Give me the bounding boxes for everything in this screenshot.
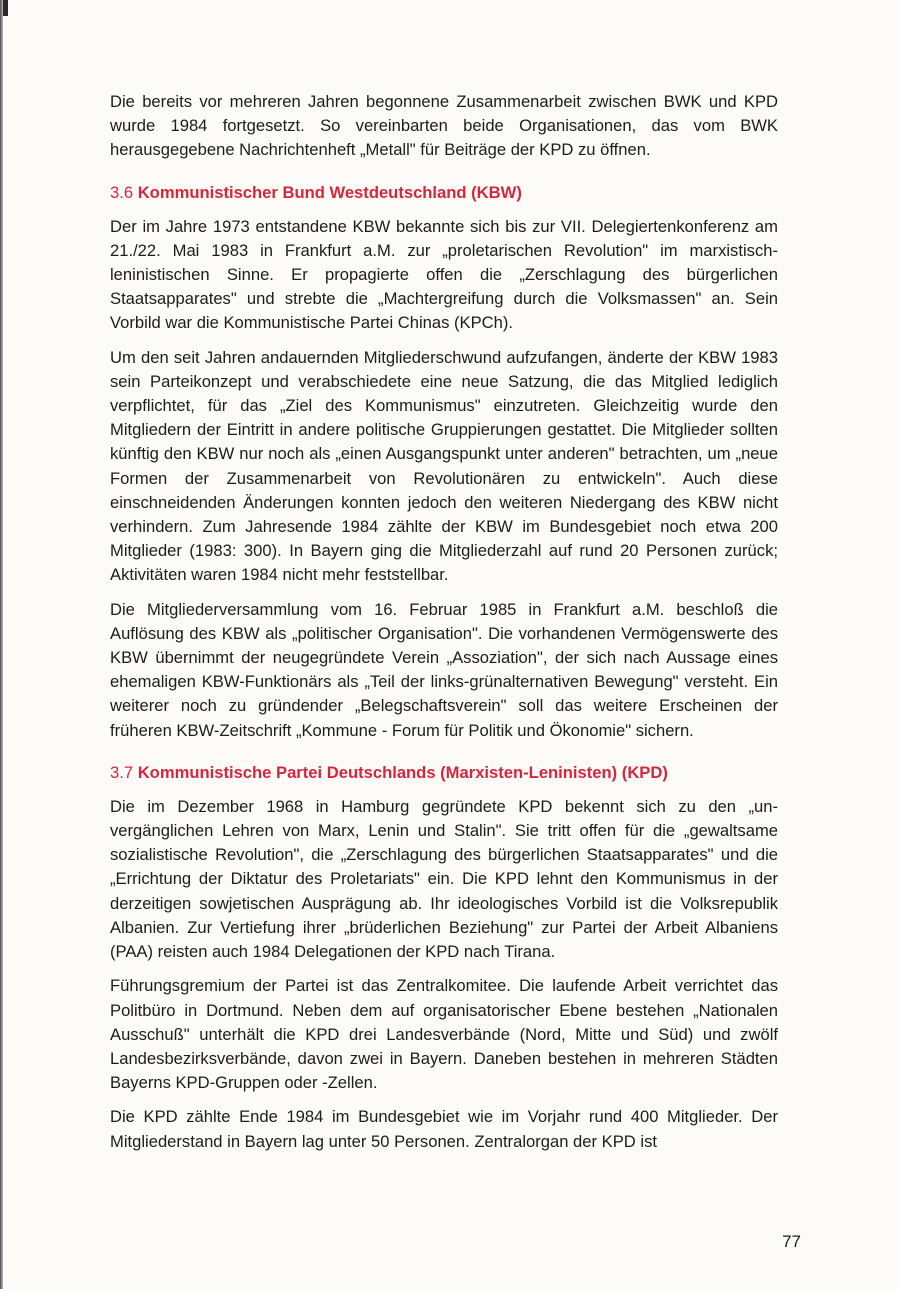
- intro-paragraph: Die bereits vor mehreren Jahren begonnene Zusammenarbeit zwischen BWK und KPD wurde 1984 fortgesetzt. So vereinbarten beide Organisationen, das vom BWK herausgegebene Nachrichtenheft „Metall" für Beiträge der KPD zu öffnen.: [110, 92, 778, 160]
- section-number: 3.6: [110, 182, 134, 202]
- page-binding-mark: [3, 0, 8, 16]
- section-number: 3.7: [110, 762, 134, 782]
- section-3-6-paragraph-1: Der im Jahre 1973 entstandene KBW bekannte sich bis zur VII. Delegiertenkonferenz am 21./22. Mai 1983 in Frankfurt a.M. zur „proletarischen Revolution" im marxistisch-leninistischen Sinne. Er propagierte offen die „Zerschlagung des bürgerlichen Staatsapparates" und strebte die „Machtergreifung durch die Volksmassen" an. Sein Vorbild war die Kommunistische Partei Chinas (KPCh).: [110, 216, 778, 333]
- section-3-7-paragraph-1: Die im Dezember 1968 in Hamburg gegründete KPD bekennt sich zu den „unvergänglichen Lehren von Marx, Lenin und Stalin". Sie tritt offen für die „gewaltsame sozialistische Revolution", die „Zerschlagung des bürgerlichen Staatsapparates" und die „Errichtung der Diktatur des Proletariats" ein. Die KPD lehnt den Kommunismus in der derzeitigen sowjetischen Ausprägung ab. Ihr ideologisches Vorbild ist die Volksrepublik Albanien. Zur Vertiefung ihrer „brüderlichen Beziehung" zur Partei der Arbeit Albaniens (PAA) reisten auch 1984 Delegationen der KPD nach Tirana.: [110, 796, 778, 962]
- section-title: Kommunistische Partei Deutschlands (Marxisten-Leninisten) (KPD): [137, 762, 668, 782]
- page-body: [110, 90, 778, 1164]
- section-3-7-paragraph-2: Führungsgremium der Partei ist das Zentralkomitee. Die laufende Arbeit verrichtet das Politbüro in Dortmund. Neben dem auf organisatorischer Ebene bestehen „Nationalen Ausschuß" unterhält die KPD drei Landesverbände (Nord, Mitte und Süd) und zwölf Landesbezirksverbände, davon zwei in Bayern. Daneben bestehen in mehreren Städten Bayerns KPD-Gruppen oder -Zellen.: [110, 976, 778, 1093]
- section-title: Kommunistischer Bund Westdeutschland (KBW): [137, 182, 522, 202]
- page-number: 77: [782, 1232, 801, 1251]
- section-3-6-paragraph-2: Um den seit Jahren andauernden Mitgliederschwund aufzufangen, änderte der KBW 1983 sein Parteikonzept und verabschiedete eine neue Satzung, die das Mitglied lediglich verpflichtet, für das „Ziel des Kommunismus" einzutreten. Gleichzeitig wurde den Mitgliedern der Eintritt in andere politische Gruppierungen gestattet. Die Mitglieder sollten künftig den KBW nur noch als „einen Ausgangspunkt unter anderen" betrachten, um „neue Formen der Zusammenarbeit von Revolutionären zu entwickeln". Auch diese einschneidenden Änderungen konnten jedoch den weiteren Niedergang des KBW nicht verhindern. Zum Jahresende 1984 zählte der KBW im Bundesgebiet noch etwa 200 Mitglieder (1983: 300). In Bayern ging die Mitgliederzahl auf rund 20 Personen zurück; Aktivitäten waren 1984 nicht mehr feststellbar.: [110, 347, 778, 585]
- page-binding-edge: [0, 0, 3, 1289]
- section-heading-3-7: [110, 761, 778, 785]
- section-3-6-paragraph-3: Die Mitgliederversammlung vom 16. Februar 1985 in Frankfurt a.M. beschloß die Auflösung des KBW als „politischer Organisation". Die vorhandenen Vermögenswerte des KBW übernimmt der neugegründete Verein „Assoziation", der sich nach Aussage eines ehemaligen KBW-Funktionärs als „Teil der links-grünalternativen Bewegung" versteht. Ein weiterer noch zu gründender „Belegschaftsverein" soll das weitere Erscheinen der früheren KBW-Zeitschrift „Kommune - Forum für Politik und Ökonomie" sichern.: [110, 599, 778, 740]
- section-3-7-paragraph-3: Die KPD zählte Ende 1984 im Bundesgebiet wie im Vorjahr rund 400 Mitglieder. Der Mitgliederstand in Bayern lag unter 50 Personen. Zentralorgan der KPD ist: [110, 1107, 778, 1151]
- section-heading-3-6: [110, 181, 778, 205]
